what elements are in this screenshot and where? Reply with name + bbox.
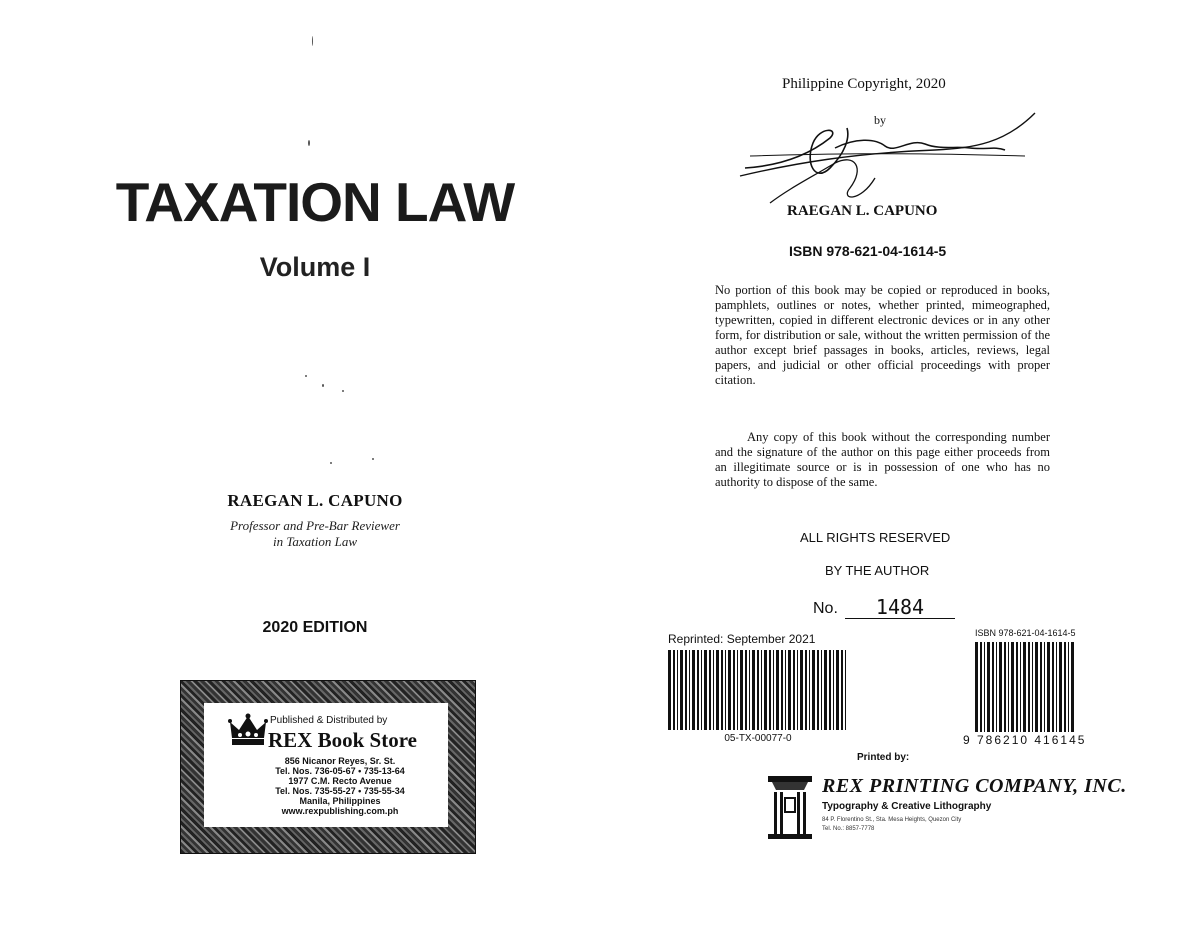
barcode-bar — [701, 650, 702, 730]
copyright-notice: No portion of this book may be copied or reproduced in books, pamphlets, outlines or notes, whether printed, mimeographed, typewritten, copied in different electronic devices or in any other form, for distribution or sale, without the written permission of the author except brief passages in books, articles, reviews, legal papers, and judicial or other official proceedings with proper citation. — [715, 283, 1050, 387]
barcode-bar — [725, 650, 726, 730]
printer-name: REX PRINTING COMPANY, INC. — [822, 775, 1127, 797]
barcode-bar — [685, 650, 687, 730]
barcode-bar — [1071, 642, 1074, 732]
publisher-address-line: Manila, Philippines — [299, 796, 381, 806]
barcode-bar — [728, 650, 731, 730]
barcode-bar — [797, 650, 798, 730]
barcode-bar — [1035, 642, 1038, 732]
barcode-bar — [749, 650, 750, 730]
barcode-bar — [757, 650, 759, 730]
barcode-bar — [677, 650, 678, 730]
barcode-bar — [975, 642, 978, 732]
barcode-bar — [713, 650, 714, 730]
barcode-bar — [841, 650, 843, 730]
barcode-bar — [845, 650, 846, 730]
barcode-bar — [773, 650, 774, 730]
barcode-bar — [1004, 642, 1006, 732]
barcode-bar — [680, 650, 683, 730]
printer-tagline: Typography & Creative Lithography — [822, 801, 992, 812]
barcode-bar — [761, 650, 762, 730]
barcode-bar — [1020, 642, 1021, 732]
barcode-bar — [1064, 642, 1066, 732]
barcode-bar — [1044, 642, 1045, 732]
printer-address: 84 P. Florentino St., Sta. Mesa Heights, Quezon City — [822, 817, 962, 823]
barcode-bar — [987, 642, 990, 732]
barcode-bar — [824, 650, 827, 730]
publisher-website: www.rexpublishing.com.ph — [281, 806, 399, 816]
publisher-label: Published & Distributed by — [270, 715, 388, 726]
barcode-bar — [1028, 642, 1030, 732]
barcode — [668, 650, 848, 730]
barcode-bar — [817, 650, 819, 730]
barcode-bar — [689, 650, 690, 730]
printed-by-label: Printed by: — [857, 752, 910, 763]
isbn-barcode-digits: 9 786210 416145 — [963, 733, 1087, 747]
barcode-bar — [1059, 642, 1062, 732]
scan-speck — [372, 458, 374, 460]
barcode-bar — [740, 650, 743, 730]
barcode-bar — [1032, 642, 1033, 732]
barcode-bar — [673, 650, 675, 730]
book-title: TAXATION LAW — [115, 171, 515, 233]
barcode-bar — [781, 650, 783, 730]
barcode-bar — [709, 650, 711, 730]
publisher-address-line: 856 Nicanor Reyes, Sr. St. — [284, 756, 396, 766]
edition-label: 2020 EDITION — [262, 619, 368, 636]
author-signature — [735, 108, 1040, 208]
scan-speck — [308, 140, 310, 146]
barcode-bar — [1011, 642, 1014, 732]
barcode-bar — [812, 650, 815, 730]
barcode-bar — [692, 650, 695, 730]
author-name: RAEGAN L. CAPUNO — [227, 491, 403, 510]
author-role-line: in Taxation Law — [272, 534, 358, 549]
barcode-bar — [737, 650, 738, 730]
barcode-bar — [833, 650, 834, 730]
reprint-date: Reprinted: September 2021 — [668, 632, 816, 646]
author-role — [180, 518, 450, 550]
scan-speck — [312, 36, 313, 46]
barcode-bar — [721, 650, 723, 730]
barcode-bar — [733, 650, 735, 730]
publisher-address-line: Tel. Nos. 735-55-27 • 735-55-34 — [275, 786, 405, 796]
barcode-bar — [769, 650, 771, 730]
barcode-bar — [1023, 642, 1026, 732]
barcode-bar — [1040, 642, 1042, 732]
scan-speck — [342, 390, 344, 392]
copyright-line: Philippine Copyright, 2020 — [782, 76, 946, 92]
barcode-bar — [752, 650, 755, 730]
publisher-name: REX Book Store — [268, 728, 417, 752]
signatory-name: RAEGAN L. CAPUNO — [787, 203, 938, 219]
isbn-barcode-label: ISBN 978-621-04-1614-5 — [975, 628, 1076, 638]
volume-label: Volume I — [259, 252, 371, 282]
barcode-bar — [788, 650, 791, 730]
barcode-bar — [829, 650, 831, 730]
barcode-bar — [996, 642, 997, 732]
rights-reserved: ALL RIGHTS RESERVED — [800, 530, 951, 545]
barcode-bar — [704, 650, 707, 730]
publisher-address-line: 1977 C.M. Recto Avenue — [288, 776, 392, 786]
barcode-bar — [697, 650, 699, 730]
barcode-bar — [1047, 642, 1050, 732]
barcode-bar — [800, 650, 803, 730]
barcode-bar — [668, 650, 671, 730]
barcode-bar — [785, 650, 786, 730]
barcode-bar — [805, 650, 807, 730]
barcode-bar — [716, 650, 719, 730]
barcode-bar — [809, 650, 810, 730]
scan-speck — [322, 384, 324, 387]
barcode-bar — [821, 650, 822, 730]
printer-logo-icon — [766, 770, 814, 840]
barcode-bar — [984, 642, 985, 732]
authenticity-notice: Any copy of this book without the corresponding number and the signature of the author on this page either proceeds from an illegitimate source or is in possession of one who has no authority to dispose of the same. — [715, 430, 1050, 489]
barcode-bar — [1052, 642, 1054, 732]
author-role-line: Professor and Pre-Bar Reviewer — [230, 518, 400, 533]
by-label: by — [874, 113, 886, 127]
publisher-address-line: Tel. Nos. 736-05-67 • 735-13-64 — [275, 766, 405, 776]
isbn: ISBN 978-621-04-1614-5 — [789, 243, 947, 259]
barcode-bar — [980, 642, 982, 732]
barcode-bar — [836, 650, 839, 730]
scan-speck — [305, 375, 307, 377]
barcode-bar — [992, 642, 994, 732]
by-the-author: BY THE AUTHOR — [825, 563, 930, 578]
barcode-bar — [1068, 642, 1069, 732]
barcode-bar — [764, 650, 767, 730]
isbn-barcode — [975, 642, 1075, 732]
barcode-bar — [1056, 642, 1057, 732]
barcode-bar — [1008, 642, 1009, 732]
crown-icon — [228, 712, 268, 750]
barcode-bar — [745, 650, 747, 730]
printer-phone: Tel. No.: 8857-7778 — [822, 826, 875, 832]
barcode-bar — [793, 650, 795, 730]
copy-number-label: No. — [813, 600, 838, 617]
barcode-bar — [1016, 642, 1018, 732]
barcode-code: 05-TX-00077-0 — [724, 733, 792, 744]
barcode-bar — [776, 650, 779, 730]
scan-speck — [330, 462, 332, 464]
barcode-bar — [999, 642, 1002, 732]
copy-number: 1484 — [845, 596, 955, 619]
